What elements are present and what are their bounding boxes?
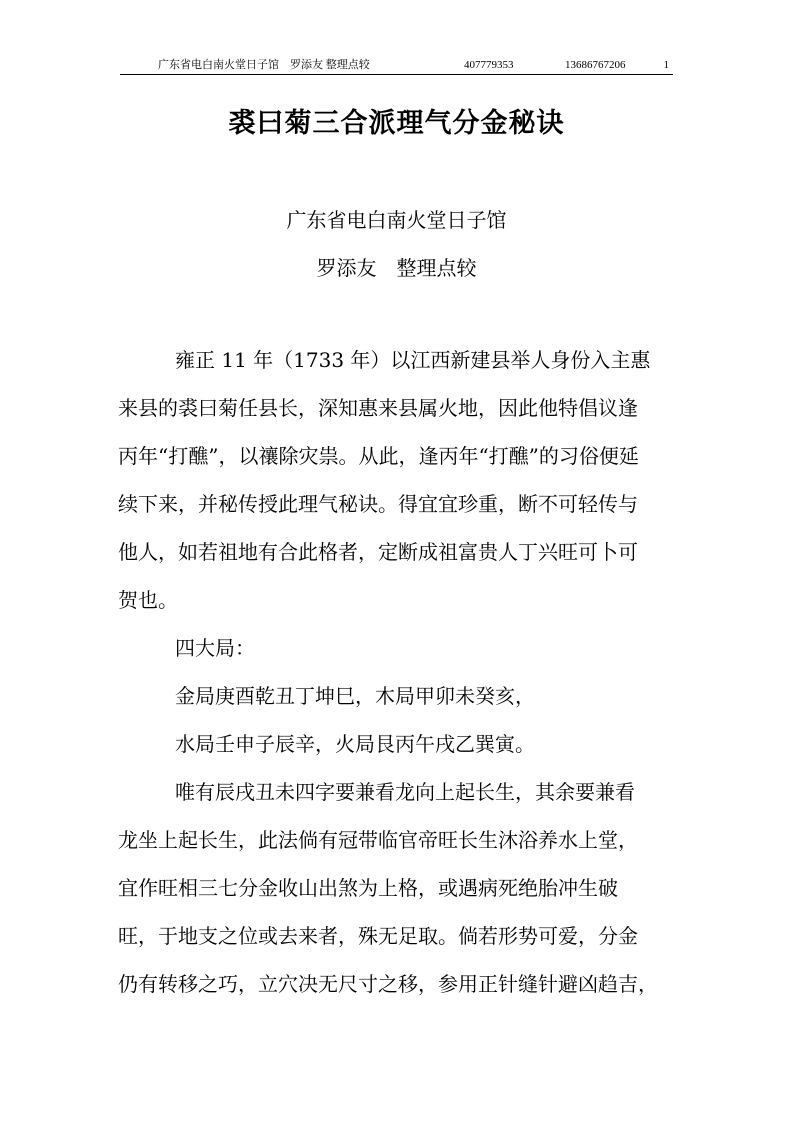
header-phone-number: 13686767206 (565, 59, 626, 71)
subtitle-editor: 罗添友 整理点较 (316, 256, 477, 280)
body-line: 仍有转移之巧，立穴决无尺寸之移，参用正针缝针避凶趋吉， (118, 972, 658, 996)
body-line: 丙年“打醮”，以禳除灾祟。从此，逢丙年“打醮”的习俗便延 (118, 444, 639, 468)
body-line: 宜作旺相三七分金收山出煞为上格，或遇病死绝胎冲生破 (118, 876, 618, 900)
body-line: 四大局： (175, 636, 255, 660)
subtitle-organization: 广东省电白南火堂日子馆 (286, 208, 507, 232)
header-author: 广东省电白南火堂日子馆 罗添友 整理点较 (158, 59, 370, 71)
body-line: 龙坐上起长生，此法倘有冠带临官帝旺长生沐浴养水上堂， (118, 828, 638, 852)
body-line: 旺，于地支之位或去来者，殊无足取。倘若形势可爱，分金 (118, 924, 638, 948)
body-line: 唯有辰戌丑未四字要兼看龙向上起长生，其余要兼看 (175, 780, 635, 804)
document-title: 裘曰菊三合派理气分金秘诀 (228, 108, 565, 139)
body-line: 续下来，并秘传授此理气秘诀。得宜宜珍重，断不可轻传与 (118, 492, 638, 516)
body-line: 贺也。 (118, 588, 178, 612)
body-line: 水局壬申子辰辛，火局艮丙午戌乙巽寅。 (175, 732, 535, 756)
page-header (120, 58, 673, 74)
body-line: 金局庚酉乾丑丁坤巳，木局甲卯未癸亥， (175, 684, 535, 708)
body-line: 雍正 11 年（1733 年）以江西新建县举人身份入主惠 (175, 348, 651, 372)
body-line: 他人，如若祖地有合此格者，定断成祖富贵人丁兴旺可卜可 (118, 540, 638, 564)
header-qq-number: 407779353 (464, 59, 514, 71)
header-divider (120, 74, 673, 75)
body-text (118, 342, 674, 1014)
body-line: 来县的裘曰菊任县长，深知惠来县属火地，因此他特倡议逢 (118, 396, 638, 420)
header-page-number: 1 (663, 59, 669, 71)
